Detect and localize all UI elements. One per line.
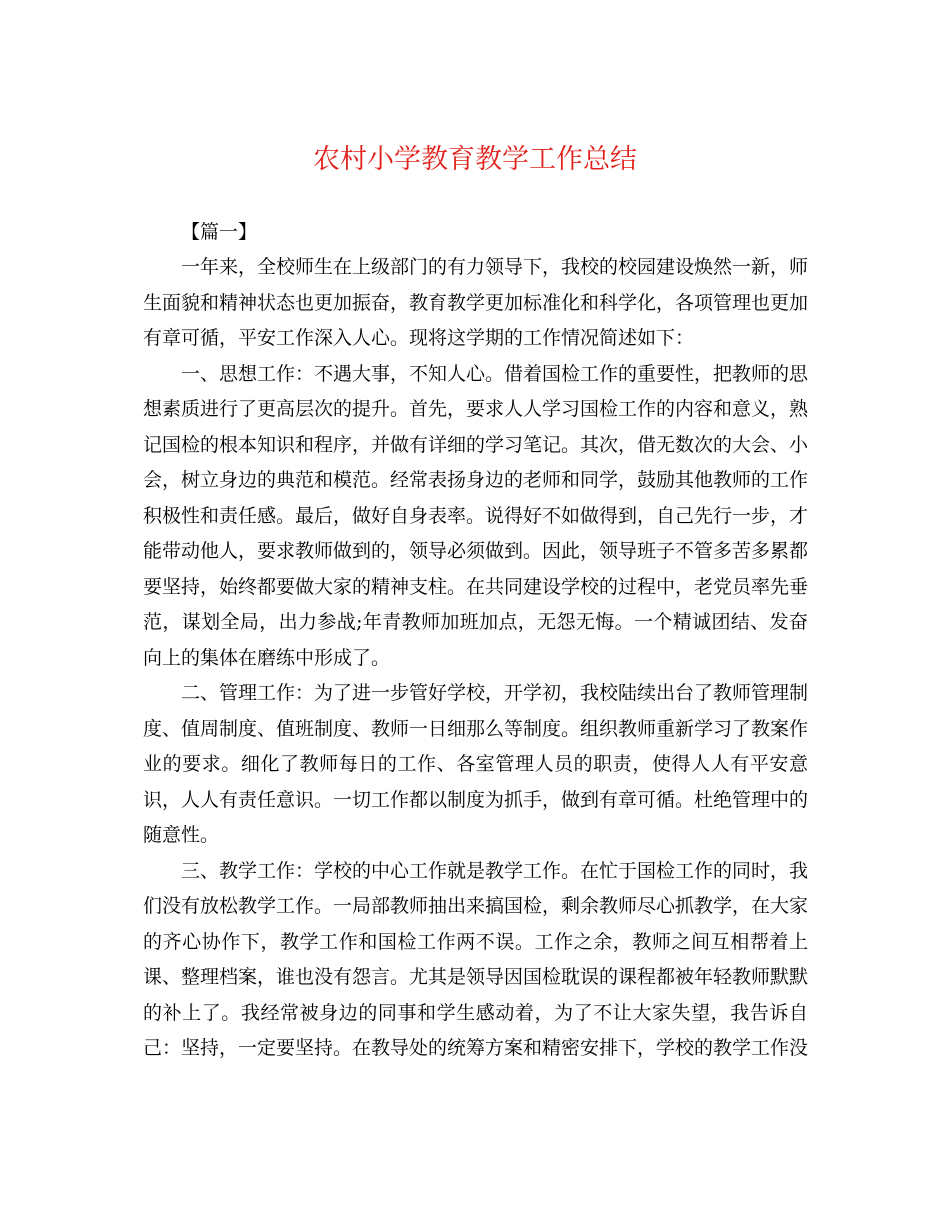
document-body xyxy=(143,215,808,1067)
paragraph-ideology-work: 一、思想工作：不遇大事，不知人心。借着国检工作的重要性，把教师的思想素质进行了更高层次的提升。首先，要求人人学习国检工作的内容和意义，熟记国检的根本知识和程序，并做有详细的学习笔记。其次，借无数次的大会、小会，树立身边的典范和模范。经常表扬身边的老师和同学，鼓励其他教师的工作积极性和责任感。最后，做好自身表率。说得好不如做得到，自己先行一步，才能带动他人，要求教师做到的，领导必须做到。因此，领导班子不管多苦多累都要坚持，始终都要做大家的精神支柱。在共同建设学校的过程中，老党员率先垂范，谋划全局，出力参战;年青教师加班加点，无怨无悔。一个精诚团结、发奋向上的集体在磨练中形成了。 xyxy=(143,362,809,669)
paragraph-intro: 一年来，全校师生在上级部门的有力领导下，我校的校园建设焕然一新，师生面貌和精神状态也更加振奋，教育教学更加标准化和科学化，各项管理也更加有章可循，平安工作深入人心。现将这学期的工作情况简述如下： xyxy=(143,256,809,349)
document-title: 农村小学教育教学工作总结 xyxy=(313,144,637,175)
section-label: 【篇一】 xyxy=(181,221,258,243)
paragraph-management-work: 二、管理工作：为了进一步管好学校，开学初，我校陆续出台了教师管理制度、值周制度、值班制度、教师一日细那么等制度。组织教师重新学习了教案作业的要求。细化了教师每日的工作、各室管理人员的职责，使得人人有平安意识，人人有责任意识。一切工作都以制度为抓手，做到有章可循。杜绝管理中的随意性。 xyxy=(143,682,809,846)
paragraph-teaching-work: 三、教学工作：学校的中心工作就是教学工作。在忙于国检工作的同时，我们没有放松教学工作。一局部教师抽出来搞国检，剩余教师尽心抓教学，在大家的齐心协作下，教学工作和国检工作两不误。工作之余，教师之间互相帮着上课、整理档案，谁也没有怨言。尤其是领导因国检耽误的课程都被年轻教师默默的补上了。我经常被身边的同事和学生感动着，为了不让大家失望，我告诉自己：坚持，一定要坚持。在教导处的统筹方案和精密安排下，学校的教学工作没 xyxy=(143,859,809,1059)
